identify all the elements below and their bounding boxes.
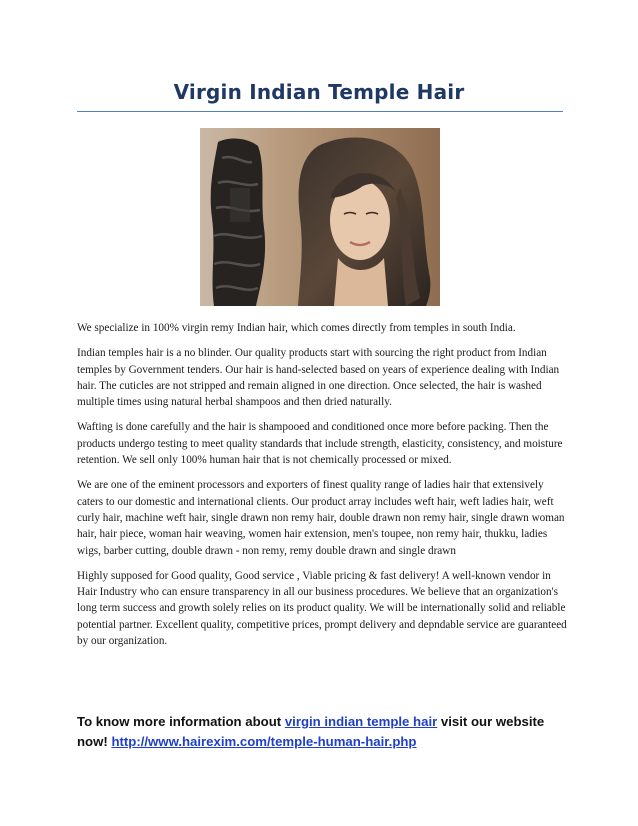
paragraph: We are one of the eminent processors and exporters of finest quality range of ladies hair that extensively caters to our domestic and international clients. Our product array includes weft hair, weft ladies hair, weft curly hair, machine weft hair, single drawn non remy hair, double drawn non remy hair, single drawn woman hair, hair piece, woman hair weaving, women hair extension, men's toupee, non remy hair, thukku, ladies wigs, barber cutting, double drawn - non remy, remy double drawn and single drawn — [77, 479, 565, 557]
body-text — [77, 320, 567, 658]
call-to-action — [77, 712, 567, 752]
paragraph: Indian temples hair is a no blinder. Our quality products start with sourcing the right product from Indian temples by Government tenders. Our hair is hand-selected based on years of experience dealing with Indian hair. The cuticles are not stripped and remain aligned in one direction. Once selected, the hair is washed multiple times using natural herbal shampoos and then dried naturally. — [77, 347, 560, 409]
hair-bundle — [211, 139, 265, 306]
title-divider — [77, 111, 563, 112]
temple-hair-link[interactable]: virgin indian temple hair — [284, 714, 438, 729]
paragraph: Highly supposed for Good quality, Good service , Viable pricing & fast delivery! A well-known vendor in Hair Industry who can ensure transparency in all our business procedures. We believe that an organization's long term success and growth solely relies on its product quality. We will be internationally solid and reliable potential partner. Excellent quality, competitive prices, prompt delivery and depndable service are guaranteed by our organization. — [77, 569, 567, 648]
website-link[interactable]: http://www.hairexim.com/temple-human-hair.php — [111, 734, 417, 749]
paragraph: We specialize in 100% virgin remy Indian hair, which comes directly from temples in south India. — [77, 322, 516, 334]
paragraph: Wafting is done carefully and the hair is shampooed and conditioned once more before packing. Then the products undergo testing to meet quality standards that include strength, elasticity, consistency, and moisture retention. We sell only 100% human hair that is not chemically processed or mixed. — [77, 421, 563, 467]
cta-middle: visit our website now! — [77, 714, 545, 749]
hero-image — [200, 128, 440, 306]
cta-prefix: To know more information about — [77, 714, 285, 729]
page-title: Virgin Indian Temple Hair — [173, 80, 465, 104]
